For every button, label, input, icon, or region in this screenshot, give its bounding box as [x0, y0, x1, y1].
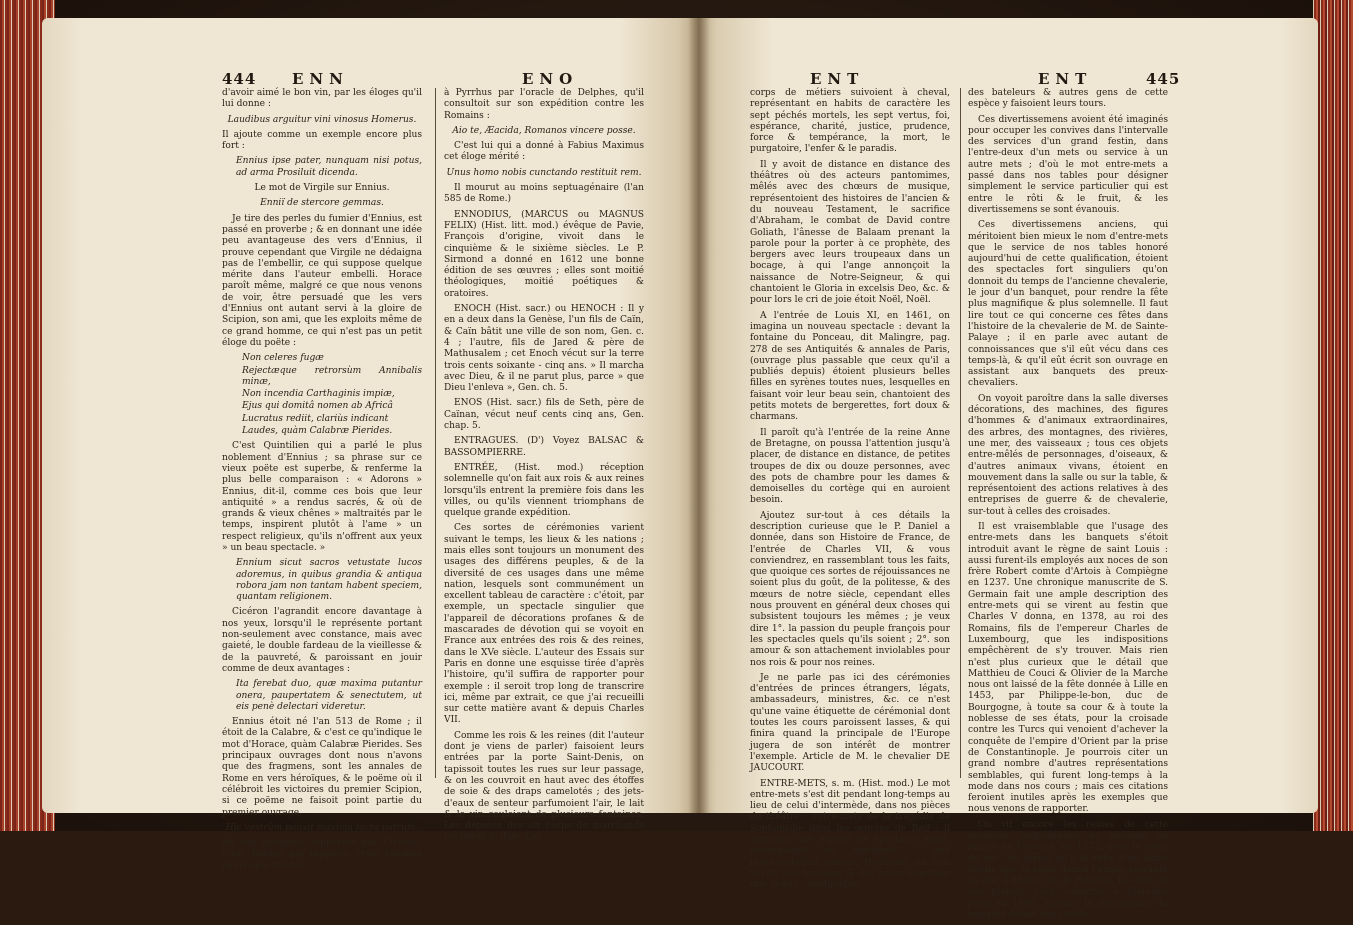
paragraph: A l'entrée de Louis XI, en 1461, on imagina un nouveau spectacle : devant la fontaine du Ponceau, dit Malingre, pag. 278 de ses Antiquités & annales de Paris, (ouvrage plus passable que ceux qu'il a publiés depuis) étoient plusieurs belles filles en syrènes toutes nues, lesquelles en faisant voir leur beau sein, chantoient des petits motets de bergerettes, fort doux & charmans. — [750, 310, 950, 423]
right-page — [698, 18, 1318, 921]
paragraph: C'est Quintilien qui a parlé le plus noblement d'Ennius ; sa phrase sur ce vieux poëte est superbe, & renferme la plus belle comparaison : « Adorons » Ennius, dit-il, comme ces bois que leur antiquité » a rendus sacrés, & où de grands & vieux chênes » maltraités par le temps, inspirent plutôt à l'ame » un respect religieux, qu'ils n'offrent aux yeux » un beau spectacle. » — [222, 441, 422, 553]
latin-quote: Ennius ipse pater, nunquam nisi potus, ad arma Prosiluit dicenda. — [236, 156, 422, 178]
left-column-1 — [222, 88, 422, 876]
paragraph: des bateleurs & autres gens de cette espèce y faisoient leurs tours. — [968, 88, 1168, 110]
right-header-right: ENT — [1038, 70, 1093, 88]
left-header-right: ENO — [522, 70, 579, 88]
entry-entree: ENTRÉE, (Hist. mod.) réception solemnelle qu'on fait aux rois & aux reines lorsqu'ils entrent la première fois dans les villes, ou qu'ils viennent triomphans de quelque grande expédition. — [444, 462, 644, 519]
paragraph: Ajoutez sur-tout à ces détails la description curieuse que le P. Daniel a donnée, dans son Histoire de France, de l'entrée de Charles VII, & vous conviendrez, en rassemblant tous les faits, que quoique ces sortes de réjouissances ne soient plus du goût, de la politesse, & des mœurs de notre siècle, cependant elles nous prouvent en général deux choses qui subsistent toujours les mêmes ; je veux dire 1°. la passion du peuple françois pour les spectacles quels qu'ils soient ; 2°. son amour & son attachement inviolables pour nos rois & pour nos reines. — [750, 510, 950, 668]
paragraph: corps de métiers suivoient à cheval, représentant en habits de caractère les sept péchés mortels, les sept vertus, foi, espérance, charité, justice, prudence, force & tempérance, la mort, le purgatoire, l'enfer & le paradis. — [750, 88, 950, 155]
latin-quote: Hic vestrûm panxit maxima facta patrum. — [225, 822, 419, 833]
latin-quote: Ita ferebat duo, quæ maxima putantur onera, paupertatem & senectutem, ut eis penè delectari videretur. — [236, 679, 422, 712]
paragraph: On vit encore les restes de cette ancienne magnificence au mariage du prince de Navarre, en 1572, avec la sœur du roi ; de même qu'à la suite d'un autre festin, que la reine donna l'année suivante au duc d'Anjou, roi de Pologne. Le goût de ces plaisirs s'est conservé à Florence jusqu'en 1600, suivant la description du banquet donné dans cette — [968, 819, 1168, 921]
verse-line: Non celeres fugæ — [242, 353, 324, 364]
paragraph: Il paroît qu'à l'entrée de la reine Anne de Bretagne, on poussa l'attention jusqu'à placer, de distance en distance, de petites troupes de dix ou douze personnes, avec des pots de chambre pour les dames & demoiselles du cortège qui en auroient besoin. — [750, 427, 950, 506]
verse-line: Rejectæque retrorsùm Annibalis minæ, — [242, 365, 422, 387]
verse-line: Non incendia Carthaginis impiæ, — [242, 389, 395, 400]
paragraph: Ces divertissemens anciens, qui méritoient bien mieux le nom d'entre-mets que le service de nos tables honoré aujourd'hui de cette qualification, étoient des spectacles fort singuliers qu'on donnoit du temps de l'ancienne chevalerie, le jour d'un banquet, pour rendre la fête plus magnifique & plus solemnelle. Il faut lire tout ce qui concerne ces fêtes dans l'histoire de la chevalerie de M. de Sainte-Palaye ; il en parle avec autant de connoissances que s'il eût vécu dans ces temps-là, & qu'il eût écrit son ouvrage en assistant aux banquets des preux-chevaliers. — [968, 220, 1168, 389]
latin-quote: Laudibus arguitur vini vinosus Homerus. — [227, 114, 417, 125]
entry-ennodius: ENNODIUS, (MARCUS ou MAGNUS FELIX) (Hist. litt. mod.) évêque de Pavie, François d'origine, vivoit dans le cinquième & le sixième siècles. Le P. Sirmond a donné en 1612 une bonne édition de ses œuvres ; elles sont moitié théologiques, moitié poétiques & oratoires. — [444, 209, 644, 299]
paragraph: Il est vraisemblable que l'usage des entre-mets dans les banquets s'étoit introduit avant le règne de saint Louis : aussi furent-ils employés aux noces de son frère Robert comte d'Artois à Compiègne en 1237. Une chronique manuscrite de S. Germain fait une ample description des entre-mets qui se virent au festin que Charles V donna, en 1378, au roi des Romains, fils de l'empereur Charles de Luxembourg, que les indispositions empêchèrent de s'y trouver. Mais rien n'est plus curieux que le détail que Matthieu de Couci & Olivier de la Marche nous ont laissé de la fête donnée à Lille en 1453, par Philippe-le-bon, duc de Bourgogne, à toute sa cour & à toute la noblesse de ses états, pour la croisade contre les Turcs qui venoient d'achever la conquête de l'empire d'Orient par la prise de Constantinople. Je pourrois citer un grand nombre d'autres représentations semblables, qui furent long-temps à la mode dans nos cours ; mais ces citations feroient inutiles après les exemples que nous venons de rapporter. — [968, 521, 1168, 815]
paragraph: dit son épitaphe, rapportée par Cicéron. C'est Ennius qui rapporte cette réponse équivoque rendue — [222, 838, 422, 871]
verse-line: Ejus qui domitâ nomen ab Africâ — [242, 401, 393, 412]
right-column-1 — [750, 88, 950, 895]
latin-quote: Enniï de stercore gemmas. — [260, 198, 384, 209]
paragraph: à Pyrrhus par l'oracle de Delphes, qu'il consultoit sur son expédition contre les Romains : — [444, 88, 644, 121]
entry-entre-mets: ENTRE-METS, s. m. (Hist. mod.) Le mot entre-mets s'est dit pendant long-temps au lieu de celui d'intermède, dans nos pièces de théâtre ; entre-mets de la tragédie de Sophonisbe dans les œuvres de Baïf ; il signifioit une espèce de spectacle muet, accompagné de machines ; une représentation comme théâtrale, où l'on voyoit des hommes & des bêtes exprimer une action ; quelquefois — [750, 778, 950, 891]
paragraph: Je ne parle pas ici des cérémonies d'entrées de princes étrangers, légats, ambassadeurs, ministres, &c. ce n'est qu'une vaine étiquette de cérémonial dont toutes les cours paroissent lasses, & qui finira quand la principale de l'Europe jugera de son intérêt de montrer l'exemple. Article de M. le chevalier DE JAUCOURT. — [750, 672, 950, 774]
latin-quote: Aio te, Æacida, Romanos vincere posse. — [452, 125, 636, 136]
right-column-2 — [968, 88, 1168, 925]
paragraph: Il mourut au moins septuagénaire (l'an 585 de Rome.) — [444, 183, 644, 205]
right-page-number: 445 — [1146, 70, 1181, 88]
paragraph: d'avoir aimé le bon vin, par les éloges qu'il lui donne : — [222, 88, 422, 110]
paragraph: Je tire des perles du fumier d'Ennius, est passé en proverbe ; & en donnant une idée peu avantageuse des vers d'Ennius, il prouve cependant que Virgile ne dédaigna pas de l'embellir, ce qui suppose quelque mérite dans l'auteur embelli. Horace paroît même, malgré ce que nous venons de voir, être persuadé que les vers d'Ennius ont autant servi à la gloire de Scipion, son ami, que les exploits même de ce grand homme, ce qui n'est pas un petit éloge du poëte : — [222, 213, 422, 348]
left-page-number: 444 — [222, 70, 257, 88]
paragraph: C'est lui qui a donné à Fabius Maximus cet éloge mérité : — [444, 141, 644, 163]
page-edges-right — [1313, 0, 1353, 831]
paragraph: Cicéron l'agrandit encore davantage à nos yeux, lorsqu'il le représente portant non-seulement avec constance, mais avec gaieté, le double fardeau de la vieillesse & de la pauvreté, & paroissant en jouir comme de deux avantages : — [222, 607, 422, 674]
paragraph: Il ajoute comme un exemple encore plus fort : — [222, 129, 422, 152]
paragraph: Ennius étoit né l'an 513 de Rome ; il étoit de la Calabre, & c'est ce qu'indique le mot d'Horace, quàm Calabræ Pierides. Ses principaux ouvrages dont nous n'avons que des fragmens, sont les annales de Rome en vers héroïques, & le poëme où il célébroit les victoires du premier Scipion, si ce poëme ne faisoit point partie du premier ouvrage, — [222, 717, 422, 818]
column-rule — [435, 88, 436, 778]
entry-entragues: ENTRAGUES. (D') Voyez BALSAC & BASSOMPIERRE. — [444, 436, 644, 458]
paragraph: On voyoit paroître dans la salle diverses décorations, des machines, des figures d'hommes & d'animaux extraordinaires, des arbres, des montagnes, des rivières, une mer, des vaisseaux ; tous ces objets entre-mêlés de personnages, d'oiseaux, & d'autres animaux vivans, étoient en mouvement dans la salle ou sur la table, & représentoient des actions relatives à des entreprises de guerre & de chevalerie, sur-tout à celles des croisades. — [968, 393, 1168, 517]
entry-enoch: ENOCH (Hist. sacr.) ou HENOCH : Il y en a deux dans la Genèse, l'un fils de Caïn, & Caïn bâtit une ville de son nom, Gen. c. 4 ; l'autre, fils de Jared & père de Mathusalem ; cet Enoch vécut sur la terre trois cents soixante - cinq ans. » Il marcha avec Dieu, & il ne parut plus, parce » que Dieu l'enleva », Gen. ch. 5. — [444, 304, 644, 394]
paragraph: Il y avoit de distance en distance des théâtres où des acteurs pantomimes, mêlés avec des chœurs de musique, représentoient des histoires de l'ancien & du nouveau Testament, le sacrifice d'Abraham, le combat de David contre Goliath, l'ânesse de Balaam prenant la parole pour la porter à ce prophète, des bergers avec leurs troupeaux dans un bocage, à qui l'ange annonçoit la naissance de Notre-Seigneur, & qui chantoient le Gloria in excelsis Deo, &c. & pour lors le cri de joie étoit Noël, Noël. — [750, 159, 950, 306]
paragraph: Ces divertissemens avoient été imaginés pour occuper les convives dans l'intervalle des services d'un grand festin, dans l'entre-deux d'un mets ou service à un autre mets ; d'où le mot entre-mets a passé dans nos tables pour désigner simplement le service particulier qui est entre le rôti & le fruit, & les divertissemens se sont évanouis. — [968, 114, 1168, 215]
left-page — [42, 18, 698, 871]
column-rule — [960, 88, 961, 778]
right-header-left: ENT — [810, 70, 865, 88]
paragraph: Le mot de Virgile sur Ennius. — [254, 183, 390, 194]
latin-quote: Unus homo nobis cunctando restituit rem. — [446, 167, 642, 178]
latin-quote: Ennium sicut sacros vetustate lucos adoremus, in quibus grandia & antiqua robora jam non tantam habent speciem, quantam religionem. — [236, 558, 422, 603]
verse-line: Laudes, quàm Calabræ Pierides. — [242, 426, 393, 437]
left-column-2 — [444, 88, 644, 848]
paragraph: Comme les rois & les reines (dit l'auteur dont je viens de parler) faisoient leurs entrées par la porte Saint-Denis, on tapissoit toutes les rues sur leur passage, & on les couvroit en haut avec des étoffes de soie & des draps camelotés ; des jets-d'eaux de senteur parfumoient l'air, le lait & le vin couloient de plusieurs fontaines. Les députés des six corps de marchands portoient le dais. Les — [444, 730, 644, 843]
left-header-left: ENN — [292, 70, 349, 88]
paragraph: Ces sortes de cérémonies varient suivant le temps, les lieux & les nations ; mais elles sont toujours un monument des usages des différens peuples, & de la diversité de ces usages dans une même nation, lesquels sont communément un excellent tableau de caractère : c'étoit, par exemple, un spectacle singulier que l'appareil de décorations profanes & de mascarades de dévotion qui se voyoit en France aux entrées des rois & des reines, dans le XVe siècle. L'auteur des Essais sur Paris en donne une esquisse tirée d'après l'histoire, qu'il suffira de rapporter pour exemple : il seroit trop long de transcrire ici, même par extrait, ce que j'ai recueilli sur cette matière avant & depuis Charles VII. — [444, 523, 644, 726]
verse-line: Lucratus rediit, clariùs indicant — [242, 413, 389, 424]
book-gutter — [688, 18, 710, 813]
entry-enos: ENOS (Hist. sacr.) fils de Seth, père de Caïnan, vécut neuf cents cinq ans, Gen. chap. 5. — [444, 398, 644, 432]
